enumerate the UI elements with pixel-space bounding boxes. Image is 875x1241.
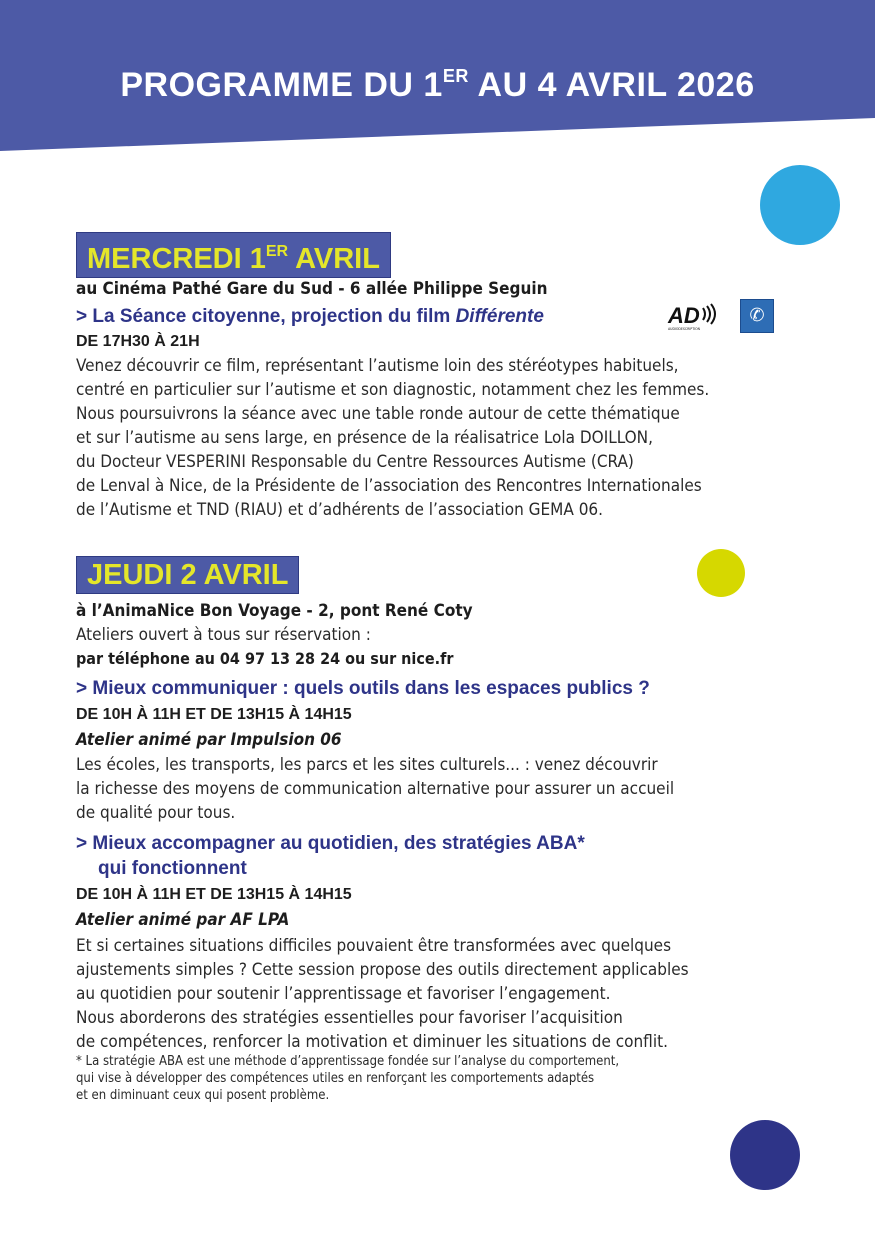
page-title: PROGRAMME DU 1ER AU 4 AVRIL 2026 <box>120 66 755 104</box>
workshop-animator: Atelier animé par Impulsion 06 <box>76 730 342 750</box>
workshop-time: DE 10H À 11H ET DE 13H15 À 14H15 <box>76 886 352 903</box>
workshop-description: Et si certaines situations difficiles pouvaient être transformées avec quelques ajustements simples ? Cette session propose des outils directement applicables au quotidien pour soutenir l’apprentissage et favoriser l’engagement. Nous aborderons des stratégies essentielles pour favoriser l’acquisition de compétences, renforcer la motivation et diminuer les situations de conflit. <box>76 936 689 1052</box>
booking-contact: par téléphone au 04 97 13 28 24 ou sur nice.fr <box>76 649 454 668</box>
decorative-dot-navy <box>730 1120 800 1190</box>
event-title: > La Séance citoyenne, projection du film Différente <box>76 306 544 327</box>
footnote: * La stratégie ABA est une méthode d’apprentissage fondée sur l’analyse du comportement, qui vise à développer des compétences utiles en renforçant les comportements adaptés et en diminuant ceux qui posent problème. <box>76 1054 620 1103</box>
workshop-title: > Mieux accompagner au quotidien, des stratégies ABA* <box>76 833 585 854</box>
event-description: Venez découvrir ce film, représentant l’autisme loin des stéréotypes habituels, centré en particulier sur l’autisme et son diagnostic, notamment chez les femmes. Nous poursuivrons la séance avec une table ronde autour de cette thématique et sur l’autisme au sens large, en présence de la réalisatrice Lola DOILLON, du Docteur VESPERINI Responsable du Centre Ressources Autisme (CRA) de Lenval à Nice, de la Présidente de l’association des Rencontres Internationales de l’Autisme et TND (RIAU) et d’adhérents de l’association GEMA 06. <box>76 356 710 520</box>
venue-text: au Cinéma Pathé Gare du Sud - 6 allée Philippe Seguin <box>76 279 548 299</box>
booking-intro: Ateliers ouvert à tous sur réservation : <box>76 625 371 645</box>
svg-text:AD: AD <box>668 303 700 328</box>
workshop-time: DE 10H À 11H ET DE 13H15 À 14H15 <box>76 706 352 723</box>
workshop-description: Les écoles, les transports, les parcs et les sites culturels... : venez découvrir la richesse des moyens de communication alternative pour assurer un accueil de qualité pour tous. <box>76 755 675 823</box>
workshop-title-continued: qui fonctionnent <box>98 858 247 879</box>
day-heading-thursday: JEUDI 2 AVRIL <box>76 556 299 594</box>
event-time: DE 17H30 À 21H <box>76 333 200 350</box>
audio-description-icon <box>667 302 729 332</box>
decorative-dot-lime <box>697 549 745 597</box>
workshop-animator: Atelier animé par AF LPA <box>76 910 290 930</box>
day-heading-wednesday: MERCREDI 1ER AVRIL <box>76 232 391 278</box>
decorative-dot-cyan <box>760 165 840 245</box>
svg-text:AUDIODESCRIPTION: AUDIODESCRIPTION <box>668 327 700 331</box>
workshop-title: > Mieux communiquer : quels outils dans les espaces publics ? <box>76 678 650 699</box>
venue-text: à l’AnimaNice Bon Voyage - 2, pont René Coty <box>76 601 473 621</box>
hearing-assistance-icon: ✆ <box>740 299 774 333</box>
